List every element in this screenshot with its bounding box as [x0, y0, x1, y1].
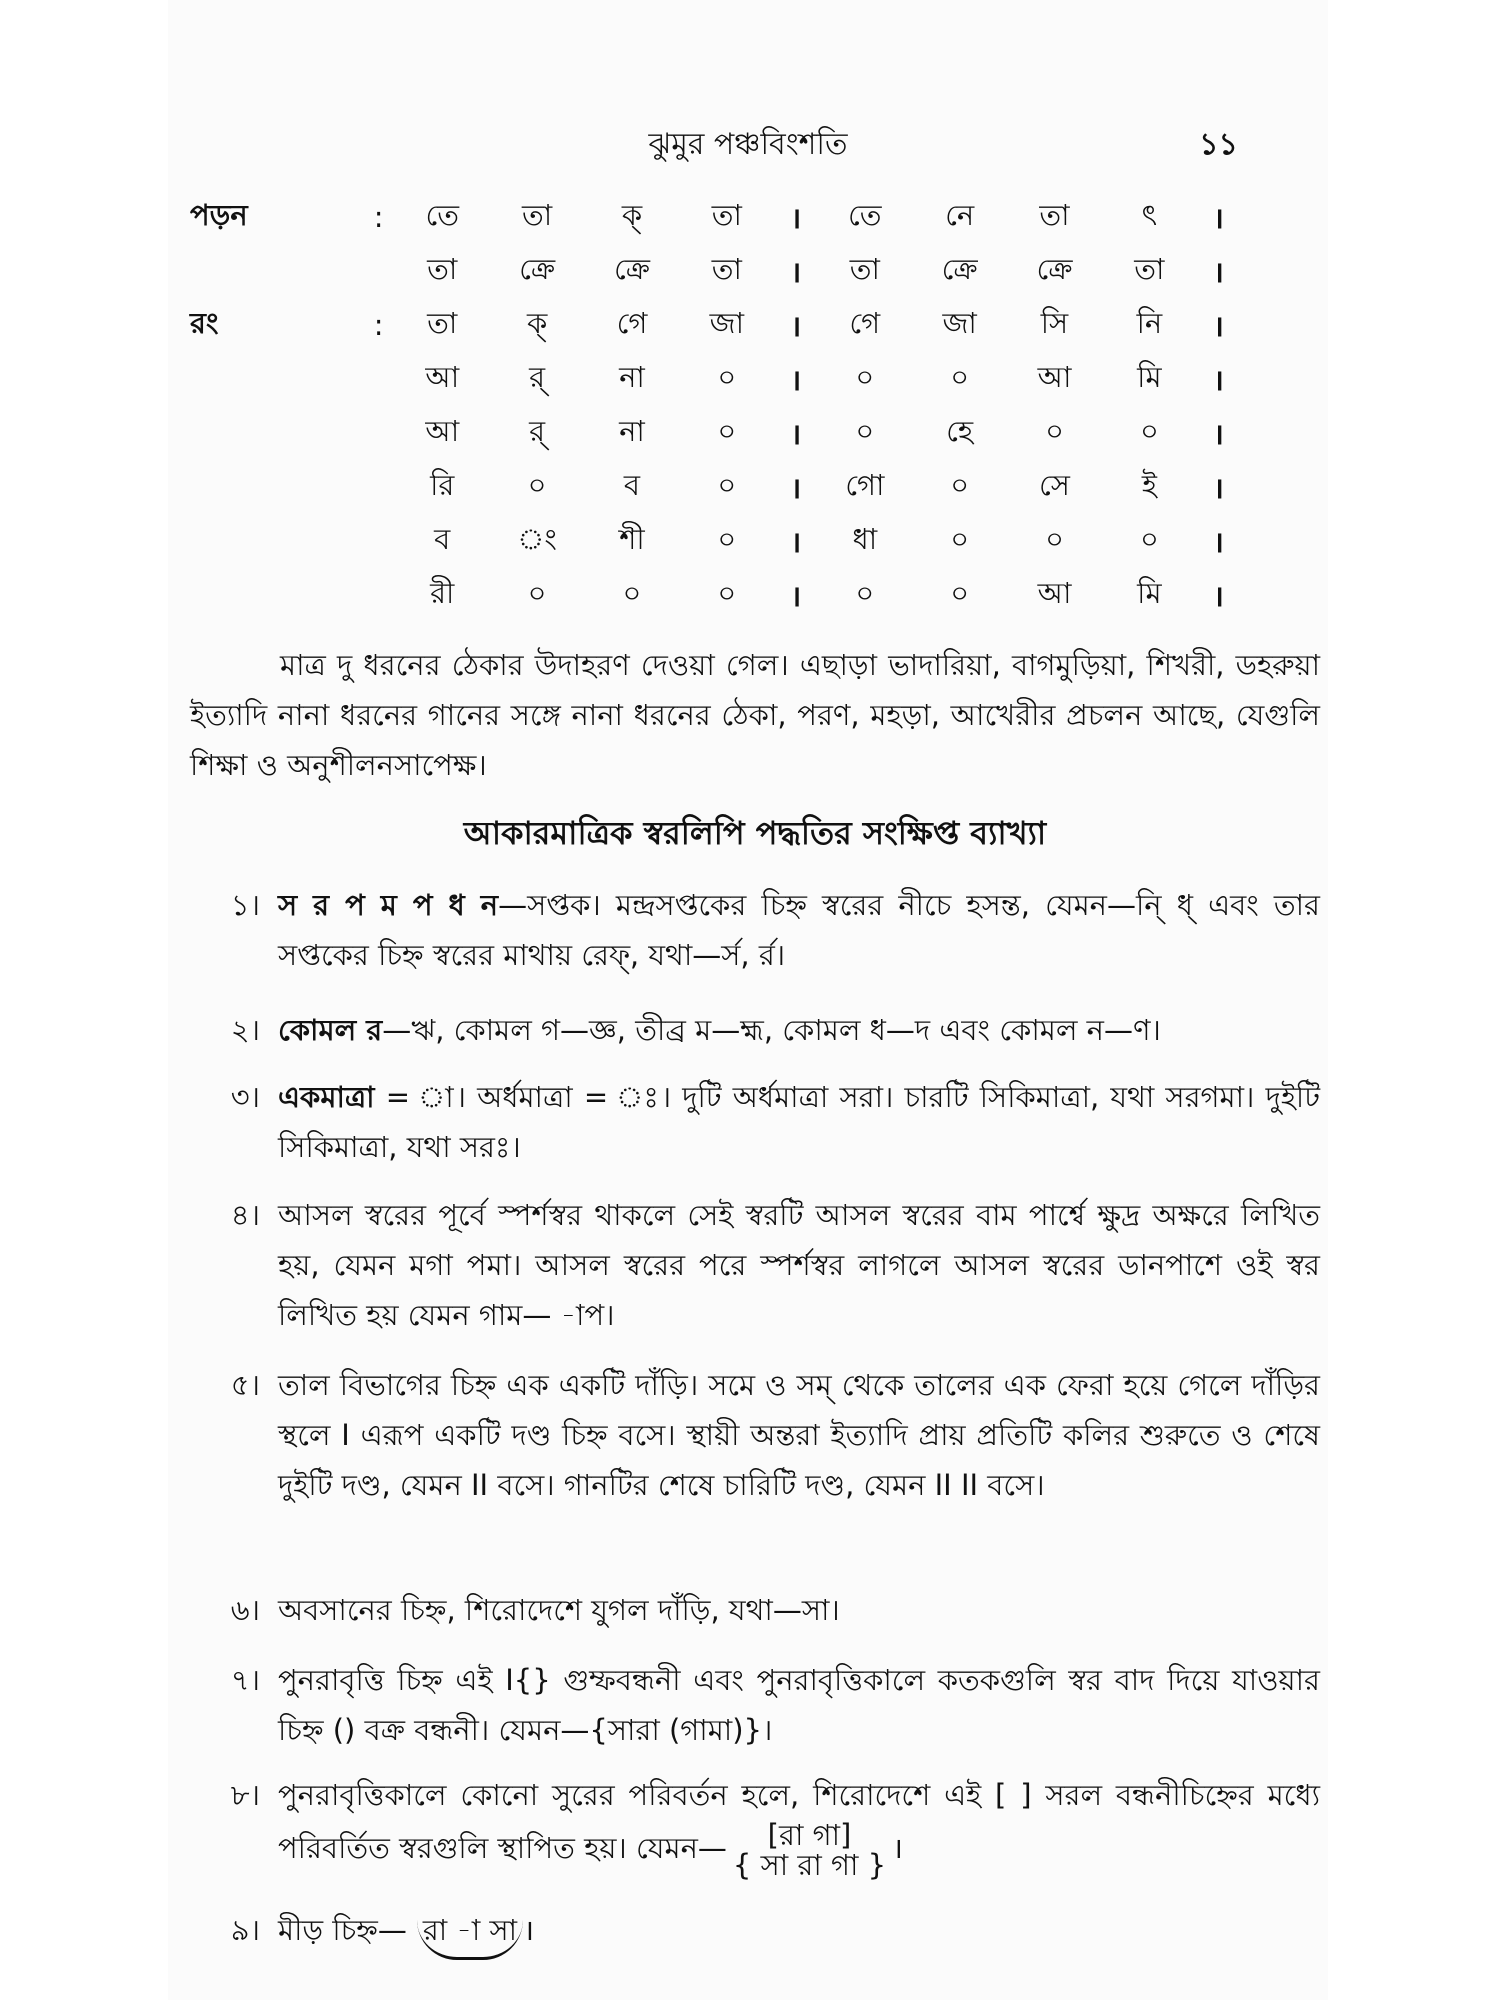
row-label	[190, 568, 362, 622]
item-number: ৫।	[230, 1368, 260, 1402]
bar-line: ।	[790, 362, 802, 397]
bol-syllable: ০	[1139, 521, 1159, 556]
bar-line: ।	[1212, 308, 1224, 343]
row-colon	[362, 406, 394, 460]
bol-syllable: না	[619, 413, 645, 448]
bol-syllable: আ	[425, 359, 460, 394]
bol-syllable: ক্	[526, 305, 548, 340]
notation-row	[190, 298, 1240, 352]
list-item	[190, 880, 1320, 980]
bol-syllable: সি	[1040, 305, 1069, 340]
bol-syllable: নি	[1136, 305, 1163, 340]
bar-line: ।	[790, 524, 802, 559]
item-body	[278, 1905, 1320, 1960]
item-text: পুনরাবৃত্তিকালে কোনো সুরের পরিবর্তন হলে, শিরোদেশে এই [ ] সরল বন্ধনীচিহ্নের মধ্যে পরিবর্তিত স্বরগুলি স্থাপিত হয়। যেমন—	[278, 1778, 1320, 1865]
bar-line: ।	[790, 200, 802, 235]
bol-syllable: আ	[1037, 575, 1072, 610]
row-colon	[362, 514, 394, 568]
row-colon	[362, 460, 394, 514]
bol-syllable: শী	[619, 521, 645, 556]
meend-slur: রা -া সা	[417, 1905, 523, 1960]
bol-syllable: ০	[1139, 413, 1159, 448]
stack-top: [রা গা]	[767, 1818, 852, 1852]
bar-line: ।	[1212, 470, 1224, 505]
bol-syllable: ০	[717, 575, 737, 610]
bol-syllable: ক্রে	[1036, 251, 1073, 286]
bol-syllable: তা	[427, 251, 458, 286]
bol-syllable: তে	[425, 197, 459, 232]
row-label	[190, 514, 362, 568]
bol-syllable: রি	[430, 467, 455, 502]
bol-syllable: গো	[845, 467, 885, 502]
bol-syllable: তা	[522, 197, 553, 232]
bol-syllable: ক্রে	[613, 251, 650, 286]
item-body	[278, 1770, 1320, 1880]
bol-syllable: জা	[709, 305, 744, 340]
bol-syllable: ০	[1045, 521, 1064, 556]
item-number: ৮।	[230, 1778, 260, 1812]
bar-line: ।	[790, 254, 802, 289]
item-term: স র প ম প ধ ন	[278, 888, 499, 922]
bol-syllable: হে	[946, 413, 974, 448]
bol-syllable: ব	[434, 521, 451, 556]
list-item	[190, 1360, 1320, 1510]
bar-line: ।	[790, 578, 802, 613]
bol-syllable: গে	[616, 305, 648, 340]
bol-syllable: আ	[1037, 359, 1072, 394]
list-item	[190, 1072, 1320, 1172]
bol-syllable: ০	[527, 575, 547, 610]
bol-syllable: ০	[950, 575, 970, 610]
list-item	[190, 1905, 1320, 1960]
list-item	[190, 1585, 1320, 1635]
bol-syllable: সে	[1039, 467, 1070, 502]
bol-syllable: তে	[848, 197, 882, 232]
notation-row	[190, 352, 1240, 406]
bol-syllable: ক্	[621, 197, 643, 232]
list-item	[190, 1770, 1320, 1880]
item-text: মীড় চিহ্ন—	[278, 1913, 407, 1947]
bol-syllable: ০	[1045, 413, 1064, 448]
section-heading: আকারমাত্রিক স্বরলিপি পদ্ধতির সংক্ষিপ্ত ব্যাখ্যা	[463, 814, 1047, 852]
row-colon	[362, 244, 394, 298]
bol-syllable: ০	[527, 467, 547, 502]
item-body	[278, 1585, 1320, 1635]
bar-line: ।	[1212, 578, 1224, 613]
row-colon	[362, 352, 394, 406]
bol-syllable: ০	[622, 575, 642, 610]
item-number: ৯।	[230, 1913, 260, 1947]
item-term: কোমল র	[278, 1013, 383, 1047]
bol-syllable: ং	[517, 521, 557, 556]
notation-row	[190, 514, 1240, 568]
page-number: ১১	[1199, 127, 1238, 162]
bol-syllable: ০	[717, 467, 737, 502]
item-text: পুনরাবৃত্তি চিহ্ন এই I{} গুম্ফবন্ধনী এবং পুনরাবৃত্তিকালে কতকগুলি স্বর বাদ দিয়ে যাওয়ার চিহ্ন () বক্র বন্ধনী। যেমন—{সারা (গামা)}।	[278, 1663, 1320, 1747]
item-term: একমাত্রা	[278, 1080, 375, 1114]
bol-syllable: তা	[1134, 251, 1165, 286]
bar-line: ।	[790, 470, 802, 505]
list-item	[190, 1190, 1320, 1340]
bol-syllable: ০	[950, 467, 970, 502]
bol-syllable: র্	[529, 413, 546, 448]
row-label	[190, 352, 362, 406]
bol-syllable: ই	[1141, 467, 1157, 502]
bol-syllable: ০	[717, 521, 737, 556]
bol-syllable: মি	[1137, 575, 1162, 610]
item-body	[278, 880, 1320, 980]
body-paragraph: মাত্র দু ধরনের ঠেকার উদাহরণ দেওয়া গেল। এছাড়া ভাদারিয়া, বাগমুড়িয়া, শিখরী, ডহরুয়া ইত্যাদি নানা ধরনের গানের সঙ্গে নানা ধরনের ঠেকা, পরণ, মহড়া, আখেরীর প্রচলন আছে, যেগুলি শিক্ষা ও অনুশীলনসাপেক্ষ।	[190, 648, 1320, 782]
row-colon: :	[373, 308, 384, 342]
rhythm-notation-table	[190, 190, 1240, 622]
bol-syllable: ক্রে	[519, 251, 556, 286]
bol-syllable: ০	[950, 521, 970, 556]
row-label	[190, 244, 362, 298]
running-header: ঝুমুর পঞ্চবিংশতি	[648, 127, 848, 162]
row-label: পড়ন	[190, 197, 248, 232]
item-text: —ঋ, কোমল গ—জ্ঞ, তীব্র ম—হ্ম, কোমল ধ—দ এবং কোমল ন—ণ।	[382, 1013, 1161, 1047]
bol-syllable: ০	[855, 359, 875, 394]
bol-syllable: তা	[711, 251, 742, 286]
item-text: আসল স্বরের পূর্বে স্পর্শস্বর থাকলে সেই স্বরটি আসল স্বরের বাম পার্শ্বে ক্ষুদ্র অক্ষরে লিখিত হয়, যেমন মগা পমা। আসল স্বরের পরে স্পর্শস্বর লাগলে আসল স্বরের ডানপাশে ওই স্বর লিখিত হয় যেমন গাম— -াপ।	[278, 1198, 1320, 1332]
item-number: ৬।	[230, 1593, 260, 1627]
bol-syllable: ৎ	[1141, 197, 1158, 232]
item-body	[278, 1072, 1320, 1172]
bar-line: ।	[1212, 362, 1224, 397]
bol-syllable: নে	[945, 197, 975, 232]
list-item	[190, 1655, 1320, 1755]
bol-syllable: ০	[855, 413, 875, 448]
bar-line: ।	[1212, 416, 1224, 451]
item-text: অবসানের চিহ্ন, শিরোদেশে যুগল দাঁড়ি, যথা—সা।	[278, 1593, 840, 1627]
row-colon	[362, 568, 394, 622]
bol-syllable: গে	[849, 305, 881, 340]
row-label	[190, 460, 362, 514]
bol-syllable: রী	[430, 575, 455, 610]
item-body	[278, 1655, 1320, 1755]
bol-syllable: আ	[425, 413, 460, 448]
bar-line: ।	[1212, 524, 1224, 559]
row-label: রং	[190, 305, 219, 340]
notation-row	[190, 244, 1240, 298]
bol-syllable: তা	[711, 197, 742, 232]
bol-syllable: ০	[717, 413, 737, 448]
item-body	[278, 1005, 1320, 1055]
notation-stack	[733, 1820, 886, 1880]
item-tail: ।	[892, 1831, 904, 1865]
notation-row	[190, 406, 1240, 460]
bol-syllable: র্	[529, 359, 546, 394]
bol-syllable: ক্রে	[941, 251, 978, 286]
bar-line: ।	[1212, 200, 1224, 235]
bol-syllable: ০	[717, 359, 737, 394]
bar-line: ।	[790, 308, 802, 343]
bar-line: ।	[1212, 254, 1224, 289]
bol-syllable: না	[619, 359, 645, 394]
notation-row	[190, 190, 1240, 244]
item-text: = া। অর্ধমাত্রা = ঃ। দুটি অর্ধমাত্রা সরা। চারটি সিকিমাত্রা, যথা সরগমা। দুইটি সিকিমাত্রা, যথা সরঃ।	[278, 1080, 1320, 1164]
item-body	[278, 1360, 1320, 1510]
item-text: —সপ্তক। মন্দ্রসপ্তকের চিহ্ন স্বরের নীচে হসন্ত, যেমন—নি্ ধ্ এবং তার সপ্তকের চিহ্ন স্বরের মাথায় রেফ্, যথা—র্স, র্র।	[278, 888, 1320, 972]
item-tail: ।	[523, 1913, 535, 1947]
item-number: ৪।	[230, 1198, 260, 1232]
bol-syllable: তা	[849, 251, 880, 286]
bol-syllable: ধা	[852, 521, 878, 556]
notation-row	[190, 568, 1240, 622]
bol-syllable: ব	[623, 467, 641, 502]
item-number: ১।	[230, 888, 260, 922]
bol-syllable: মি	[1137, 359, 1162, 394]
bol-syllable: ০	[950, 359, 970, 394]
item-body	[278, 1190, 1320, 1340]
item-number: ২।	[230, 1013, 260, 1047]
bol-syllable: তা	[427, 305, 458, 340]
bol-syllable: ০	[855, 575, 875, 610]
item-number: ৭।	[230, 1663, 260, 1697]
list-item	[190, 1005, 1320, 1055]
row-label	[190, 406, 362, 460]
bol-syllable: তা	[1039, 197, 1070, 232]
notation-row	[190, 460, 1240, 514]
item-text: তাল বিভাগের চিহ্ন এক একটি দাঁড়ি। সমে ও সম্ থেকে তালের এক ফেরা হয়ে গেলে দাঁড়ির স্থলে I এরূপ একটি দণ্ড চিহ্ন বসে। স্থায়ী অন্তরা ইত্যাদি প্রায় প্রতিটি কলির শুরুতে ও শেষে দুইটি দণ্ড, যেমন II বসে। গানটির শেষে চারিটি দণ্ড, যেমন II II বসে।	[278, 1368, 1320, 1502]
bar-line: ।	[790, 416, 802, 451]
bol-syllable: জা	[942, 305, 977, 340]
item-number: ৩।	[230, 1080, 260, 1114]
row-colon: :	[373, 200, 384, 234]
stack-bottom: { সা রা গা }	[732, 1848, 887, 1882]
